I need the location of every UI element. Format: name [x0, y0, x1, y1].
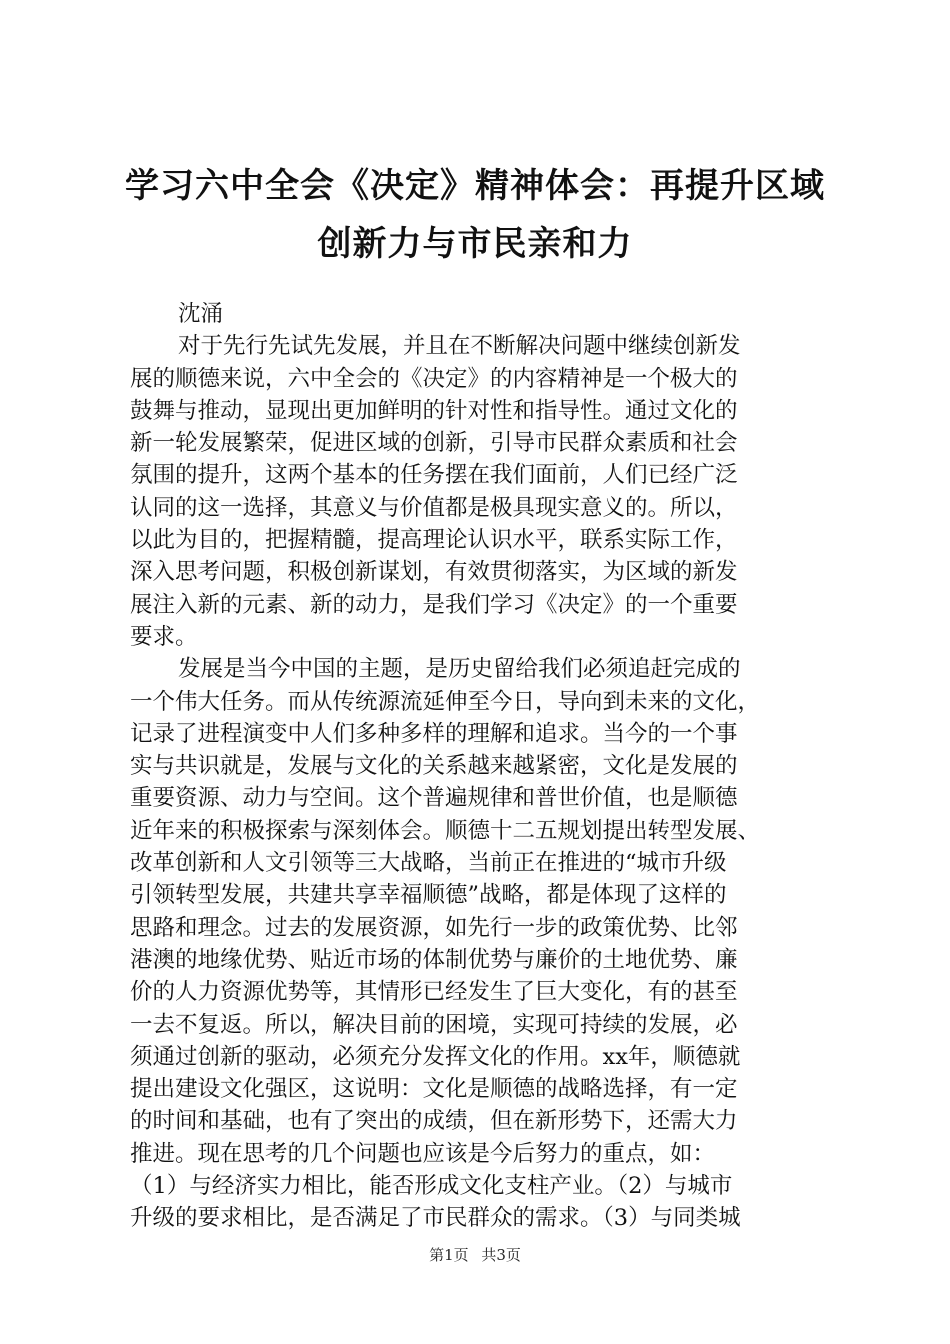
paragraph-2-line: 升级的要求相比，是否满足了市民群众的需求。（3）与同类城	[130, 1205, 741, 1232]
document-title	[110, 160, 840, 270]
paragraph-1-line: 鼓舞与推动，显现出更加鲜明的针对性和指导性。通过文化的	[130, 397, 738, 424]
title-line-1: 学习六中全会《决定》精神体会：再提升区域	[125, 166, 825, 206]
page-number: 第1页	[429, 1246, 469, 1264]
paragraph-1-line: 展的顺德来说，六中全会的《决定》的内容精神是一个极大的	[130, 365, 738, 392]
paragraph-2-line: 港澳的地缘优势、贴近市场的体制优势与廉价的土地优势、廉	[130, 946, 738, 973]
author-name: 沈涌	[178, 301, 224, 327]
paragraph-1-line: 展注入新的元素、新的动力，是我们学习《决定》的一个重要	[130, 591, 738, 618]
paragraph-2-line: 一去不复返。所以，解决目前的困境，实现可持续的发展，必	[130, 1011, 738, 1038]
title-line-2: 创新力与市民亲和力	[317, 224, 633, 264]
paragraph-2-line: 的时间和基础，也有了突出的成绩，但在新形势下，还需大力	[130, 1108, 738, 1135]
paragraph-1-line: 以此为目的，把握精髓，提高理论认识水平，联系实际工作，	[130, 527, 738, 554]
paragraph-1-line: 新一轮发展繁荣，促进区域的创新，引导市民群众素质和社会	[130, 430, 738, 457]
paragraph-1-line: 认同的这一选择，其意义与价值都是极具现实意义的。所以，	[130, 494, 738, 521]
paragraph-1-line: 对于先行先试先发展，并且在不断解决问题中继续创新发	[178, 333, 741, 360]
paragraph-2-line: 引领转型发展，共建共享幸福顺德”战略，都是体现了这样的	[130, 882, 727, 909]
paragraph-2-line: 思路和理念。过去的发展资源，如先行一步的政策优势、比邻	[130, 914, 738, 941]
paragraph-2-line: 近年来的积极探索与深刻体会。顺德十二五规划提出转型发展、	[130, 817, 761, 844]
paragraph-1-line: 要求。	[130, 623, 198, 650]
paragraph-2-line: 发展是当今中国的主题，是历史留给我们必须追赶完成的	[178, 656, 741, 683]
paragraph-2-line: 重要资源、动力与空间。这个普遍规律和普世价值，也是顺德	[130, 785, 738, 812]
paragraph-2-line: 改革创新和人文引领等三大战略，当前正在推进的“城市升级	[130, 850, 727, 877]
page-total: 共3页	[481, 1246, 521, 1264]
paragraph-1-line: 氛围的提升，这两个基本的任务摆在我们面前，人们已经广泛	[130, 462, 738, 489]
paragraph-2-line: 须通过创新的驱动，必须充分发挥文化的作用。xx年，顺德就	[130, 1043, 741, 1070]
document-body	[130, 298, 830, 1235]
paragraph-2-line: 推进。现在思考的几个问题也应该是今后努力的重点，如：	[130, 1140, 716, 1167]
paragraph-2-line: 一个伟大任务。而从传统源流延伸至今日，导向到未来的文化，	[130, 688, 761, 715]
paragraph-2-line: 提出建设文化强区，这说明：文化是顺德的战略选择，有一定	[130, 1076, 738, 1103]
paragraph-1-line: 深入思考问题，积极创新谋划，有效贯彻落实，为区域的新发	[130, 559, 738, 586]
page-footer	[0, 1244, 950, 1265]
paragraph-2-line: 实与共识就是，发展与文化的关系越来越紧密，文化是发展的	[130, 753, 738, 780]
paragraph-2-line: （1）与经济实力相比，能否形成文化支柱产业。（2）与城市	[130, 1173, 733, 1200]
paragraph-2-line: 价的人力资源优势等，其情形已经发生了巨大变化，有的甚至	[130, 979, 738, 1006]
paragraph-2-line: 记录了进程演变中人们多种多样的理解和追求。当今的一个事	[130, 720, 738, 747]
